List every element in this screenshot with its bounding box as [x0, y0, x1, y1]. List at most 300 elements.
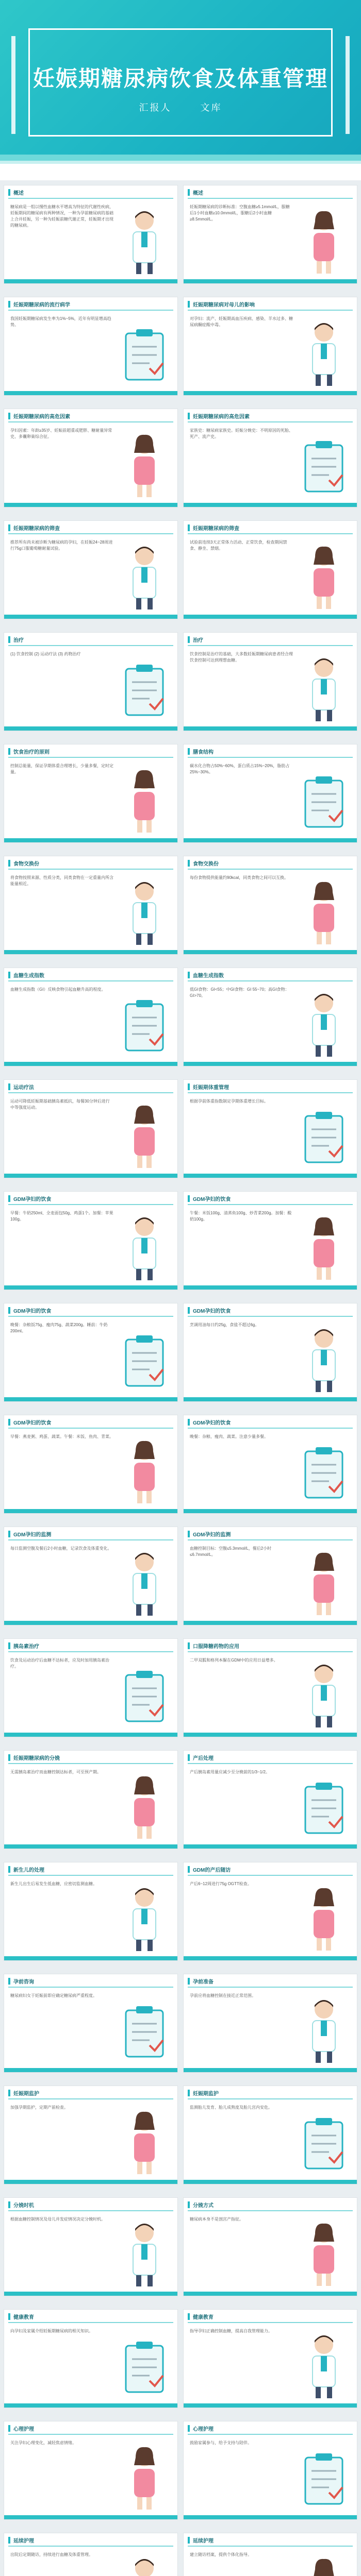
slide-footer-bar [4, 1509, 177, 1513]
slide-header [184, 968, 357, 981]
slide-text: 加强孕期监护，定期产前检查。 [10, 2105, 68, 2110]
illustration-icon [298, 1771, 350, 1841]
slide-header [184, 1639, 357, 1652]
slide-header [4, 1192, 177, 1205]
header-mark [188, 301, 190, 308]
slide-body [10, 1210, 113, 1224]
slide-body [190, 1657, 293, 1665]
slide-text: 低GI食物：GI<55；中GI食物：GI 55~70；高GI食物：GI>70。 [190, 987, 289, 998]
slide-header [184, 1974, 357, 1988]
header-mark [188, 1866, 190, 1873]
slide-text: 试验前连续3天正常体力活动、正常饮食，检查期间禁食、静坐、禁烟。 [190, 540, 287, 551]
slide-text: 每日监测空腹及餐后2小时血糖，记录饮食及体重变化。 [10, 1546, 112, 1551]
slide-text: 运动可降低妊娠期基础胰岛素抵抗，每餐30分钟后进行中等强度运动。 [10, 1099, 110, 1110]
content-slide [184, 2198, 357, 2296]
slide-header [184, 2198, 357, 2211]
slide-body [190, 2552, 293, 2560]
illustration-icon [298, 653, 350, 723]
slide-body [190, 1434, 293, 1442]
slide-title: GDM的产后随访 [193, 1868, 231, 1873]
slide-text: 鼓励家属参与，给予支持与陪伴。 [190, 2441, 252, 2445]
content-slide [184, 633, 357, 731]
header-rule [188, 1316, 353, 1317]
header-rule [188, 421, 353, 422]
header-rule [188, 1763, 353, 1764]
slide-header [184, 297, 357, 311]
slide-text: 关注孕妇心理变化，减轻焦虑情绪。 [10, 2441, 76, 2445]
slide-footer-bar [184, 1285, 357, 1290]
slide-text: 午餐：米饭100g、清蒸鱼100g、炒青菜200g。加餐：酸奶100g。 [190, 1211, 292, 1222]
slide-text: 向孕妇及家属介绍妊娠期糖尿病的相关知识。 [10, 2329, 93, 2333]
slide-footer-bar [4, 1174, 177, 1178]
header-mark [188, 1978, 190, 1985]
illustration-icon [298, 2442, 350, 2512]
slide-body [10, 2105, 113, 2112]
header-mark [8, 2313, 10, 2320]
content-slide [4, 968, 177, 1066]
slide-header [4, 744, 177, 758]
header-rule [188, 1539, 353, 1540]
slide-title: GDM孕妇的监测 [193, 1532, 231, 1538]
slide-title: 运动疗法 [13, 1085, 34, 1091]
slide-header [4, 856, 177, 870]
slide-body [190, 763, 293, 777]
header-mark [8, 2090, 10, 2096]
illustration-icon [298, 1324, 350, 1394]
illustration-icon [298, 2554, 350, 2576]
slide-body [10, 1434, 113, 1442]
illustration-icon [298, 2218, 350, 2288]
header-rule [8, 1092, 173, 1093]
slide-body [190, 2105, 293, 2112]
header-rule [8, 2210, 173, 2211]
slide-header [184, 1527, 357, 1540]
illustration-icon [298, 1548, 350, 1617]
slide-header [4, 633, 177, 646]
slide-body [190, 316, 293, 330]
illustration-icon [298, 1436, 350, 1505]
slide-footer-bar [4, 279, 177, 283]
illustration-icon [298, 989, 350, 1058]
header-mark [188, 1754, 190, 1761]
slide-text: 每份食物提供能量约90kcal，同类食物之间可以互换。 [190, 875, 289, 880]
slide-body [190, 987, 293, 1001]
illustration-icon [298, 877, 350, 946]
slide-body [10, 1657, 113, 1671]
slide-text: 血糖生成指数（GI）反映食物引起血糖升高的程度。 [10, 987, 106, 992]
slide-header [4, 185, 177, 199]
slide-text: 新生儿出生后易发生低血糖，应密切监测血糖。 [10, 1882, 97, 1886]
illustration-icon [119, 989, 170, 1058]
header-rule [188, 310, 353, 311]
illustration-icon [119, 430, 170, 499]
header-rule [8, 1875, 173, 1876]
slide-body [10, 2328, 113, 2336]
content-slide [4, 2310, 177, 2408]
slide-header [184, 521, 357, 534]
header-mark [188, 748, 190, 755]
slide-footer-bar [184, 950, 357, 954]
illustration-icon [119, 1212, 170, 1282]
slide-title: 妊娠期监护 [193, 2091, 219, 2097]
slide-title: GDM孕妇的饮食 [193, 1309, 231, 1314]
header-mark [8, 1419, 10, 1426]
slide-header [4, 521, 177, 534]
header-mark [8, 1083, 10, 1090]
header-mark [8, 1307, 10, 1314]
slide-text: 孕前应将血糖控制在接近正常范围。 [190, 1993, 256, 1998]
slide-text: 早餐：燕麦粥、鸡蛋、蔬菜。午餐：米饭、鱼肉、青菜。 [10, 1434, 113, 1439]
header-mark [188, 2537, 190, 2544]
illustration-icon [119, 541, 170, 611]
content-slide [4, 1527, 177, 1625]
header-rule [188, 1428, 353, 1429]
illustration-icon [119, 653, 170, 723]
slide-body [10, 1098, 113, 1112]
header-mark [8, 1978, 10, 1985]
slide-title: GDM孕妇的饮食 [193, 1197, 231, 1202]
content-slide [4, 2421, 177, 2519]
slide-header [4, 1862, 177, 1876]
content-slide [184, 1080, 357, 1178]
header-rule [188, 198, 353, 199]
header-rule [8, 198, 173, 199]
illustration-icon [298, 206, 350, 276]
slide-text: 晚餐：杂粮、瘦肉、蔬菜。注意少量多餐。 [190, 1434, 268, 1439]
slide-title: 血糖生成指数 [193, 973, 224, 979]
slide-text: 血糖控制目标：空腹≤5.3mmol/L，餐后2小时≤6.7mmol/L。 [190, 1546, 272, 1557]
slide-header [4, 1080, 177, 1093]
header-mark [188, 1307, 190, 1314]
header-mark [8, 1754, 10, 1761]
slide-header [4, 968, 177, 981]
slide-header [184, 2421, 357, 2435]
slide-text: 推荐所有尚未被诊断为糖尿病的孕妇，在妊娠24~28周进行75g口服葡萄糖耐量试验。 [10, 540, 113, 551]
slide-body [10, 428, 113, 442]
slide-body [190, 428, 293, 442]
header-rule [188, 869, 353, 870]
header-mark [188, 1642, 190, 1649]
slide-footer-bar [184, 1062, 357, 1066]
header-mark [188, 1419, 190, 1426]
illustration-icon [298, 1100, 350, 1170]
slide-title: 概述 [193, 191, 203, 196]
header-rule [188, 757, 353, 758]
slide-body [190, 204, 293, 224]
slide-header [184, 744, 357, 758]
slide-body [190, 2216, 293, 2224]
header-rule [8, 2322, 173, 2323]
header-mark [8, 748, 10, 755]
slide-text: 无需胰岛素治疗而血糖控制达标者，可至预产期。 [10, 1770, 101, 1774]
content-slide [4, 1080, 177, 1178]
slide-footer-bar [4, 1285, 177, 1290]
slide-body [10, 1881, 113, 1889]
slide-text: (1) 饮食控制 (2) 运动疗法 (3) 药物治疗 [10, 652, 81, 656]
illustration-icon [298, 318, 350, 387]
slide-text: 早餐：牛奶250ml、全麦面包50g、鸡蛋1个。加餐：苹果100g。 [10, 1211, 113, 1222]
slide-footer-bar [4, 1621, 177, 1625]
cover-presenter [0, 100, 361, 114]
slide-header [4, 2533, 177, 2547]
cover-title: 妊娠期糖尿病饮食及体重管理 [32, 66, 328, 91]
header-mark [8, 1195, 10, 1202]
slide-text: 碳水化合物占50%~60%，蛋白质占15%~20%，脂肪占25%~30%。 [190, 764, 290, 774]
slide-header [184, 2533, 357, 2547]
header-mark [188, 2201, 190, 2208]
slide-header [4, 1415, 177, 1429]
slide-body [10, 204, 113, 230]
illustration-icon [119, 1100, 170, 1170]
slide-title: GDM孕妇的监测 [13, 1532, 52, 1538]
slide-title: 产后处理 [193, 1756, 214, 1761]
content-slide [4, 856, 177, 954]
slide-header [184, 1080, 357, 1093]
slide-body [190, 1546, 293, 1560]
illustration-icon [119, 206, 170, 276]
slide-header [4, 297, 177, 311]
header-mark [8, 1531, 10, 1537]
header-mark [8, 413, 10, 419]
slide-footer-bar [4, 391, 177, 395]
slide-text: 根据血糖控制情况及母儿并发症情况决定分娩时机。 [10, 2217, 105, 2222]
header-rule [188, 1651, 353, 1652]
slide-footer-bar [184, 2515, 357, 2519]
header-rule [188, 2210, 353, 2211]
illustration-icon [298, 1659, 350, 1729]
slide-text: 孕妇因素：年龄≥35岁、妊娠前超重或肥胖、糖耐量异常史、多囊卵巢综合征。 [10, 428, 112, 439]
content-slide [184, 968, 357, 1066]
slide-footer-bar [4, 503, 177, 507]
illustration-icon [119, 2442, 170, 2512]
slide-text: 糖尿病妇女于妊娠前即应确定糖尿病严重程度。 [10, 1993, 97, 1998]
slide-body [190, 2328, 293, 2336]
slide-title: 妊娠期体重管理 [193, 1085, 229, 1091]
slide-footer-bar [184, 279, 357, 283]
slide-footer-bar [4, 1062, 177, 1066]
header-mark [188, 860, 190, 867]
slide-text: 妊娠期糖尿病的诊断标准：空腹血糖≥5.1mmol/L，服糖后1小时血糖≥10.0mmol/L，服糖后2小时血糖≥8.5mmol/L。 [190, 205, 290, 222]
illustration-icon [119, 2218, 170, 2288]
illustration-icon [119, 765, 170, 835]
slide-title: 健康教育 [13, 2315, 34, 2320]
slide-title: 心理护理 [193, 2427, 214, 2432]
illustration-icon [298, 541, 350, 611]
slide-header [184, 409, 357, 422]
slide-title: 妊娠期监护 [13, 2091, 39, 2097]
slide-header [4, 1639, 177, 1652]
slide-title: 胰岛素治疗 [13, 1644, 39, 1650]
slide-header [4, 1527, 177, 1540]
content-slide [4, 1415, 177, 1513]
header-rule [188, 2098, 353, 2099]
content-slide [4, 1639, 177, 1737]
slide-footer-bar [4, 1733, 177, 1737]
slide-text: 二甲双胍和格列本脲在GDM中的应用日益增多。 [190, 1658, 278, 1663]
header-rule [8, 421, 173, 422]
slide-footer-bar [4, 2180, 177, 2184]
cover-slide [0, 0, 361, 180]
slide-title: 妊娠期糖尿病的高危因素 [193, 414, 250, 420]
header-mark [188, 1083, 190, 1090]
slide-footer-bar [184, 1956, 357, 1960]
slide-body [190, 651, 293, 665]
slide-text: 糖尿病是一组以慢性血糖水平增高为特征的代谢性疾病，妊娠期间的糖尿病有两种情况，一种为孕前糖尿病的基础上合并妊娠，另一种为妊娠前糖代谢正常，妊娠期才出现的糖尿病。 [10, 205, 113, 228]
slide-text: 产后胰岛素用量应减少至分娩前的1/3~1/2。 [190, 1770, 270, 1774]
slide-title: 妊娠期糖尿病的高危因素 [13, 414, 70, 420]
slide-body [190, 2440, 293, 2448]
header-mark [188, 2090, 190, 2096]
presenter-label: 汇报人 [139, 103, 172, 113]
slide-body [10, 763, 113, 777]
header-mark [8, 2425, 10, 2432]
illustration-icon [119, 1436, 170, 1505]
slide-title: 延续护理 [13, 2538, 34, 2544]
slide-title: 妊娠期糖尿病对母儿的影响 [193, 302, 255, 308]
slide-body [10, 987, 113, 994]
slide-body [190, 1322, 293, 1330]
slide-title: GDM孕妇的饮食 [13, 1420, 52, 1426]
header-rule [8, 980, 173, 981]
slide-text: 根据孕前体重指数制定孕期体重增长目标。 [190, 1099, 268, 1104]
slide-title: GDM孕妇的饮食 [13, 1309, 52, 1314]
slide-title: 分娩方式 [193, 2203, 214, 2209]
slide-footer-bar [184, 2403, 357, 2408]
slide-header [4, 1751, 177, 1764]
slide-header [184, 1303, 357, 1317]
slide-title: 妊娠期糖尿病的筛查 [193, 526, 239, 532]
content-slide [184, 185, 357, 283]
slide-footer-bar [184, 1509, 357, 1513]
header-mark [188, 636, 190, 643]
slide-body [190, 1769, 293, 1777]
slide-footer-bar [184, 1174, 357, 1178]
slide-title: 食物交换份 [193, 861, 219, 867]
header-rule [188, 2434, 353, 2435]
slide-title: 孕前咨询 [13, 1979, 34, 1985]
header-rule [188, 2546, 353, 2547]
header-mark [188, 524, 190, 531]
slide-header [184, 633, 357, 646]
slide-text: 产后6~12周进行75g OGTT检查。 [190, 1882, 252, 1886]
header-mark [8, 2537, 10, 2544]
slide-footer-bar [4, 2068, 177, 2072]
content-slide [184, 856, 357, 954]
illustration-icon [298, 2107, 350, 2176]
slide-body [190, 875, 293, 883]
content-slide [184, 2421, 357, 2519]
illustration-icon [119, 1324, 170, 1394]
content-slide [4, 1862, 177, 1960]
illustration-icon [298, 765, 350, 835]
cover-stripe [0, 155, 361, 161]
slide-title: 口服降糖药物的应用 [193, 1644, 239, 1650]
slide-title: 分娩时机 [13, 2203, 34, 2209]
header-mark [188, 1195, 190, 1202]
header-mark [8, 972, 10, 978]
slide-footer-bar [4, 838, 177, 842]
slide-title: 血糖生成指数 [13, 973, 44, 979]
slide-header [4, 1974, 177, 1988]
slide-header [4, 2086, 177, 2099]
header-rule [188, 2322, 353, 2323]
slide-title: GDM孕妇的饮食 [13, 1197, 52, 1202]
slide-body [10, 2552, 113, 2560]
header-mark [8, 1866, 10, 1873]
content-slide [4, 2533, 177, 2576]
illustration-icon [119, 1883, 170, 1953]
slide-title: 健康教育 [193, 2315, 214, 2320]
content-slide [4, 1974, 177, 2072]
slide-body [10, 651, 113, 659]
illustration-icon [119, 1995, 170, 2064]
header-rule [8, 1987, 173, 1988]
slide-text: 烹调用油每日约25g，食盐不超过6g。 [190, 1323, 259, 1327]
slide-header [184, 185, 357, 199]
header-mark [188, 413, 190, 419]
content-slide [184, 2086, 357, 2184]
header-mark [188, 2313, 190, 2320]
slide-footer-bar [184, 391, 357, 395]
header-rule [188, 1092, 353, 1093]
slide-header [4, 2421, 177, 2435]
presenter-name: 文库 [200, 103, 222, 113]
header-rule [188, 1204, 353, 1205]
slide-footer-bar [184, 503, 357, 507]
header-mark [8, 860, 10, 867]
content-slide [4, 2198, 177, 2296]
header-rule [8, 2546, 173, 2547]
slide-title: 妊娠期糖尿病的分娩 [13, 1756, 60, 1761]
slide-body [10, 875, 113, 889]
header-rule [8, 2434, 173, 2435]
illustration-icon [298, 1883, 350, 1953]
header-rule [8, 2098, 173, 2099]
header-mark [8, 1642, 10, 1649]
slide-header [184, 856, 357, 870]
slide-text: 糖尿病本身不是剖宫产指征。 [190, 2217, 243, 2222]
slide-body [190, 539, 293, 553]
slide-header [4, 2198, 177, 2211]
slide-body [10, 2440, 113, 2448]
slide-body [10, 539, 113, 553]
content-slide [184, 409, 357, 507]
illustration-icon [119, 2330, 170, 2400]
slide-body [10, 1546, 113, 1553]
slide-body [10, 1322, 113, 1336]
content-slide [184, 297, 357, 395]
slide-footer-bar [4, 1844, 177, 1849]
content-slide [4, 409, 177, 507]
header-mark [8, 524, 10, 531]
content-slide [4, 521, 177, 619]
content-slide [184, 1639, 357, 1737]
illustration-icon [298, 430, 350, 499]
header-mark [8, 301, 10, 308]
header-rule [188, 1875, 353, 1876]
content-slide [184, 1192, 357, 1290]
slide-body [190, 1098, 293, 1106]
illustration-icon [298, 2330, 350, 2400]
content-slide [4, 1303, 177, 1401]
cover-stripe-light [0, 161, 361, 164]
header-rule [8, 869, 173, 870]
slide-title: 饮食治疗的原则 [13, 750, 50, 755]
content-slide [184, 1862, 357, 1960]
slide-footer-bar [4, 950, 177, 954]
slide-body [190, 1210, 293, 1224]
illustration-icon [298, 1212, 350, 1282]
